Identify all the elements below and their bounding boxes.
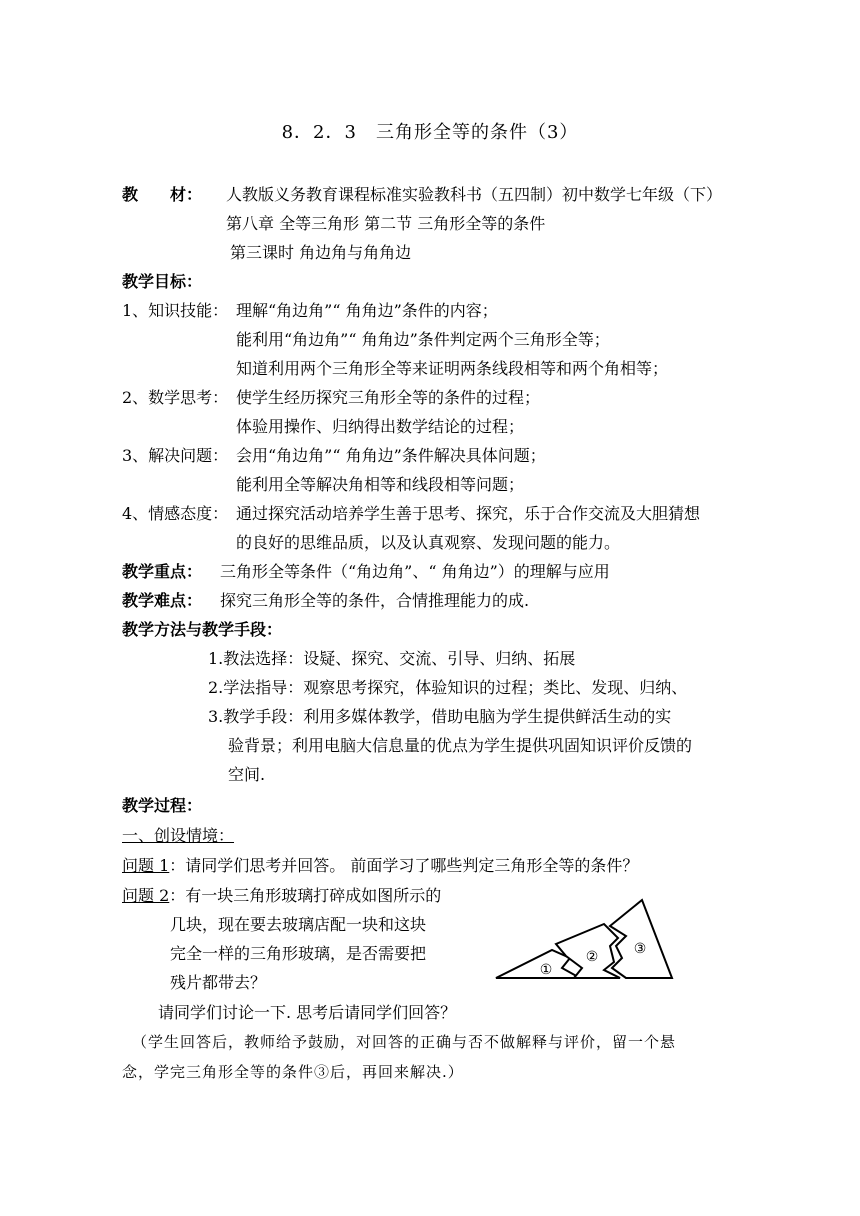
textbook-line-3: 第三课时 角边角与角角边 bbox=[230, 243, 412, 262]
process-heading: 教学过程： bbox=[122, 796, 203, 815]
difficulty-label: 教学难点： bbox=[122, 591, 203, 610]
difficulty-text: 探究三角形全等的条件，合情推理能力的成. bbox=[220, 591, 530, 610]
objective-line: 理解“角边角”“ 角角边”条件的内容； bbox=[236, 301, 498, 320]
question-2 bbox=[122, 886, 441, 906]
textbook-line-1: 人教版义务教育课程标准实验教科书（五四制）初中数学七年级（下） bbox=[226, 185, 723, 204]
broken-triangle-figure bbox=[492, 896, 682, 986]
objective-line: 通过探究活动培养学生善于思考、探究，乐于合作交流及大胆猜想 bbox=[236, 504, 701, 523]
textbook-label: 教 材： bbox=[122, 185, 203, 204]
question-2-line: 残片都带去？ bbox=[170, 973, 267, 992]
objective-label: 1、知识技能： bbox=[122, 301, 229, 320]
page-title: 8．2．3 三角形全等的条件（3） bbox=[281, 122, 579, 143]
teacher-note: 念，学完三角形全等的条件③后，再回来解决.） bbox=[122, 1063, 464, 1081]
objective-label: 3、解决问题： bbox=[122, 446, 229, 465]
question-2-line: 完全一样的三角形玻璃，是否需要把 bbox=[170, 944, 427, 963]
teacher-note: （学生回答后，教师给予鼓励，对回答的正确与否不做解释与评价，留一个悬 bbox=[132, 1033, 677, 1051]
textbook-line-2: 第八章 全等三角形 第二节 三角形全等的条件 bbox=[226, 214, 546, 233]
objective-line: 知道利用两个三角形全等来证明两条线段相等和两个角相等； bbox=[236, 359, 669, 378]
question-1-label: 问题 1 bbox=[122, 856, 170, 875]
glass-piece-3 bbox=[610, 900, 672, 978]
question-1 bbox=[122, 856, 638, 876]
objective-line: 能利用全等解决角相等和线段相等问题； bbox=[236, 475, 525, 494]
method-line: 2.学法指导：观察思考探究，体验知识的过程；类比、发现、归纳、 bbox=[208, 678, 688, 697]
key-point-text: 三角形全等条件（“角边角”、“ 角角边”）的理解与应用 bbox=[220, 562, 610, 581]
objective-label: 4、情感态度： bbox=[122, 504, 229, 523]
method-line: 3.教学手段：利用多媒体教学，借助电脑为学生提供鲜活生动的实 bbox=[208, 707, 672, 726]
piece-label-3: ③ bbox=[633, 941, 647, 957]
question-2-text: ：有一块三角形玻璃打碎成如图所示的 bbox=[169, 886, 442, 905]
method-line: 验背景；利用电脑大信息量的优点为学生提供巩固知识评价反馈的 bbox=[228, 736, 693, 755]
objective-line: 会用“角边角”“ 角角边”条件解决具体问题； bbox=[236, 446, 546, 465]
objective-line: 能利用“角边角”“ 角角边”条件判定两个三角形全等； bbox=[236, 330, 610, 349]
objective-line: 的良好的思维品质，以及认真观察、发现问题的能力。 bbox=[236, 533, 621, 552]
objective-line: 使学生经历探究三角形全等的条件的过程； bbox=[236, 388, 541, 407]
key-point-label: 教学重点： bbox=[122, 562, 203, 581]
method-line: 空间. bbox=[228, 765, 266, 784]
discussion-prompt: 请同学们讨论一下. 思考后请同学们回答？ bbox=[158, 1003, 457, 1022]
section-heading: 一、创设情境： bbox=[122, 826, 235, 845]
question-2-line: 几块，现在要去玻璃店配一块和这块 bbox=[170, 915, 427, 934]
objectives-heading: 教学目标： bbox=[122, 272, 203, 291]
objective-line: 体验用操作、归纳得出数学结论的过程； bbox=[236, 417, 525, 436]
question-2-label: 问题 2 bbox=[122, 886, 170, 905]
methods-heading: 教学方法与教学手段： bbox=[122, 620, 283, 639]
objective-label: 2、数学思考： bbox=[122, 388, 229, 407]
piece-label-1: ① bbox=[539, 962, 553, 978]
question-1-text: ：请同学们思考并回答。 前面学习了哪些判定三角形全等的条件？ bbox=[169, 856, 639, 875]
method-line: 1.教法选择：设疑、探究、交流、引导、归纳、拓展 bbox=[208, 649, 576, 668]
piece-label-2: ② bbox=[585, 949, 599, 965]
